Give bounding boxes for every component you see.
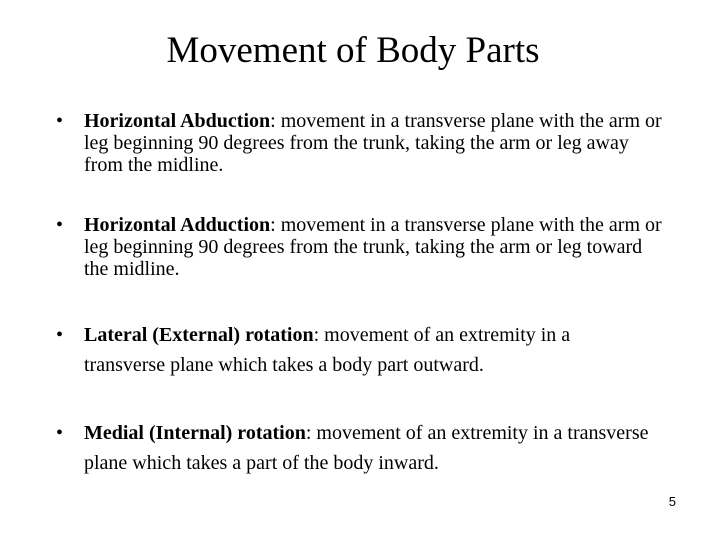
bullet-term: Horizontal Adduction — [84, 214, 271, 236]
bullet-definition: : movement in a transverse plane with the arm or leg beginning 90 degrees from the trunk, taking the arm or leg toward the midline. — [84, 214, 662, 280]
bullet-definition: : movement in a transverse plane with the arm or leg beginning 90 degrees from the trunk, taking the arm or leg away from the midline. — [84, 110, 662, 176]
bullet-definition: : movement of an extremity in a transverse plane which takes a body part outward. — [84, 324, 571, 376]
bullet-text — [84, 214, 664, 280]
bullet-dot: • — [56, 324, 64, 346]
bullet-text — [84, 320, 644, 380]
bullet-term: Medial (Internal) rotation — [84, 422, 306, 444]
slide-title: Movement of Body Parts — [166, 30, 540, 71]
bullet-dot: • — [56, 110, 64, 132]
bullet-dot: • — [56, 214, 64, 236]
bullet-term: Lateral (External) rotation — [84, 324, 314, 346]
bullet-text — [84, 418, 664, 478]
slide-number: 5 — [668, 494, 676, 509]
bullet-term: Horizontal Abduction — [84, 110, 271, 132]
bullet-definition: : movement of an extremity in a transverse plane which takes a part of the body inward. — [84, 422, 649, 474]
bullet-text — [84, 110, 664, 176]
bullet-dot: • — [56, 422, 64, 444]
